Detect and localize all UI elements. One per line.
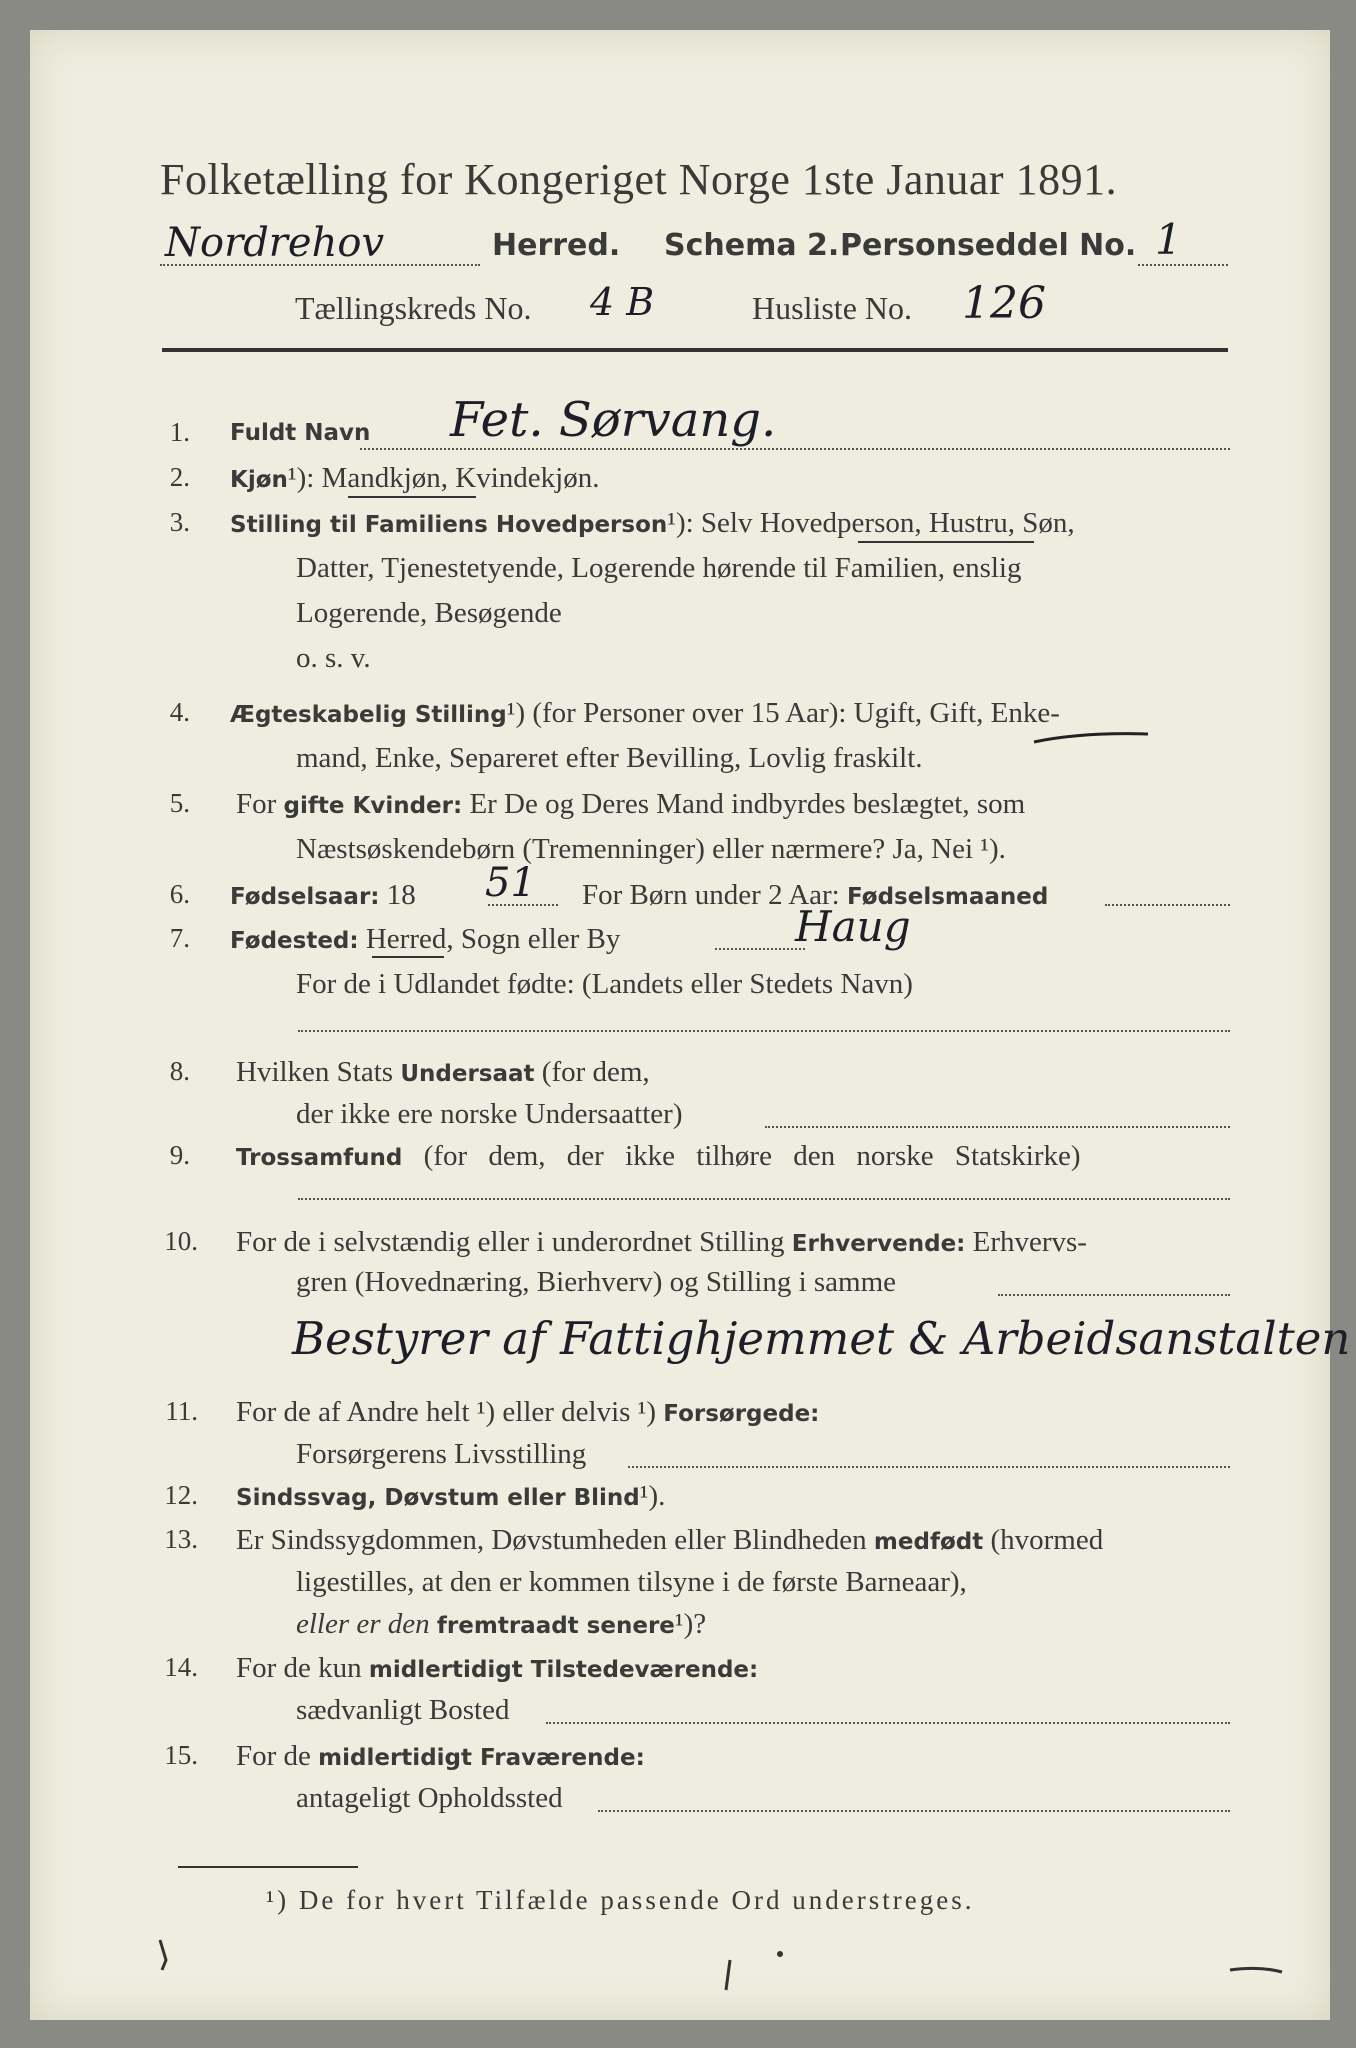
item-num: 5. bbox=[169, 788, 190, 818]
q8-text3: der ikke ere norske Undersaatter) bbox=[296, 1098, 683, 1130]
personseddel-label: Personseddel No. bbox=[840, 228, 1137, 263]
tellingskreds-handwritten: 4 B bbox=[590, 280, 655, 324]
q4-label: Ægteskabelig Stilling bbox=[230, 702, 507, 728]
q7-text1: Herred, Sogn eller By bbox=[365, 923, 621, 955]
item-num: 6. bbox=[169, 879, 190, 909]
q6-year-prefix: 18 bbox=[386, 879, 416, 911]
q14-prefix: For de kun bbox=[236, 1652, 362, 1684]
q12-text: ¹). bbox=[639, 1480, 666, 1512]
q13-line3 bbox=[296, 1608, 706, 1641]
q12-line bbox=[236, 1480, 665, 1513]
q11-label: Forsørgede: bbox=[663, 1401, 820, 1427]
item-num: 15. bbox=[164, 1740, 198, 1770]
q10-text2: Erhvervs- bbox=[972, 1226, 1087, 1258]
q6-line bbox=[230, 879, 416, 912]
q13-line1 bbox=[236, 1524, 1103, 1557]
q14-text2: sædvanligt Bosted bbox=[296, 1694, 510, 1726]
gift-underline-mark bbox=[1032, 728, 1152, 748]
item-num: 9. bbox=[169, 1140, 190, 1170]
q10-label: Erhvervende: bbox=[791, 1231, 966, 1257]
q11-line1 bbox=[236, 1396, 819, 1429]
item-num: 12. bbox=[164, 1480, 198, 1510]
q14-line1 bbox=[236, 1652, 758, 1685]
q7-label: Fødested: bbox=[230, 928, 359, 954]
q1-answer-handwritten: Fet. Sørvang. bbox=[450, 392, 777, 448]
q13-label: medfødt bbox=[873, 1529, 984, 1555]
q7-text2: For de i Udlandet fødte: (Landets eller Stedets Navn) bbox=[296, 968, 913, 1000]
herred-label: Herred. bbox=[492, 228, 621, 263]
stray-pen-marks bbox=[150, 1930, 1290, 2010]
q7-answer-handwritten: Haug bbox=[795, 902, 911, 951]
q6-year-handwritten: 51 bbox=[485, 860, 536, 906]
q1-label: Fuldt Navn bbox=[230, 420, 371, 446]
q9-text: (for dem, der ikke tilhøre den norske Statskirke) bbox=[423, 1140, 1081, 1172]
item-num: 3. bbox=[169, 507, 190, 537]
q15-line1 bbox=[236, 1740, 645, 1773]
q15-label: midlertidigt Fraværende: bbox=[318, 1745, 645, 1771]
q13-label2: fremtraadt senere bbox=[436, 1613, 675, 1639]
q5-text2: Næstsøskendebørn (Tremenninger) eller nærmere? Ja, Nei ¹). bbox=[296, 833, 1006, 865]
q4-text1: ¹) (for Personer over 15 Aar): Ugift, Gift, Enke- bbox=[506, 697, 1060, 729]
q13-text4b: ¹)? bbox=[674, 1608, 707, 1640]
q5-text1: Er De og Deres Mand indbyrdes beslægtet, som bbox=[469, 788, 1026, 820]
q13-text2: (hvormed bbox=[990, 1524, 1104, 1556]
q11-text1: For de af Andre helt ¹) eller delvis ¹) bbox=[236, 1396, 657, 1428]
husliste-handwritten: 126 bbox=[962, 278, 1046, 329]
q4-line1 bbox=[230, 697, 1060, 730]
q3-text1: ¹): Selv Hovedperson, Hustru, Søn, bbox=[667, 507, 1075, 539]
q3-line1 bbox=[230, 507, 1075, 540]
q5-line1 bbox=[236, 788, 1025, 821]
q3-label: Stilling til Familiens Hovedperson bbox=[230, 512, 668, 538]
q10-answer-handwritten: Bestyrer af Fattighjemmet & Arbeidsanstalten bbox=[292, 1312, 1351, 1365]
item-num: 13. bbox=[164, 1524, 198, 1554]
q15-prefix: For de bbox=[236, 1740, 311, 1772]
q13-text4a: eller er den bbox=[296, 1608, 430, 1640]
footnote: ¹) De for hvert Tilfælde passende Ord understreges. bbox=[266, 1885, 975, 1915]
q3-text4: o. s. v. bbox=[296, 642, 371, 674]
q2-label: Kjøn bbox=[230, 467, 288, 493]
q14-label: midlertidigt Tilstedeværende: bbox=[368, 1657, 759, 1683]
personseddel-handwritten: 1 bbox=[1155, 215, 1182, 264]
tellingskreds-label: Tællingskreds No. bbox=[295, 290, 532, 326]
q7-line1 bbox=[230, 923, 620, 956]
q10-line1 bbox=[236, 1226, 1087, 1259]
q6-label2: Fødselsmaaned bbox=[847, 884, 1049, 910]
q10-text1: For de i selvstændig eller i underordnet Stilling bbox=[236, 1226, 785, 1258]
q8-label: Undersaat bbox=[400, 1061, 535, 1087]
q13-text1: Er Sindssygdommen, Døvstumheden eller Blindheden bbox=[236, 1524, 867, 1556]
q8-line1 bbox=[236, 1056, 650, 1089]
husliste-label: Husliste No. bbox=[752, 290, 912, 326]
herred-handwritten: Nordrehov bbox=[165, 220, 385, 266]
q2-line bbox=[230, 462, 599, 495]
q15-text2: antageligt Opholdssted bbox=[296, 1782, 563, 1814]
q9-line bbox=[236, 1140, 1081, 1173]
schema-label: Schema 2. bbox=[664, 228, 840, 263]
q9-label: Trossamfund bbox=[236, 1145, 403, 1171]
census-form-sheet bbox=[30, 30, 1351, 2020]
item-num: 14. bbox=[164, 1652, 198, 1682]
q8-text1: Hvilken Stats bbox=[236, 1056, 394, 1088]
q13-text3: ligestilles, at den er kommen tilsyne i de første Barneaar), bbox=[296, 1566, 967, 1598]
item-num: 2. bbox=[169, 462, 190, 492]
q8-text2: (for dem, bbox=[541, 1056, 650, 1088]
q11-text2: Forsørgerens Livsstilling bbox=[296, 1438, 587, 1470]
q6-text: For Børn under 2 Aar: bbox=[582, 879, 840, 911]
q5-label: gifte Kvinder: bbox=[283, 793, 463, 819]
q6-label: Fødselsaar: bbox=[230, 884, 380, 910]
q12-label: Sindssvag, Døvstum eller Blind bbox=[236, 1485, 640, 1511]
item-num: 7. bbox=[169, 923, 190, 953]
q4-text2: mand, Enke, Separeret efter Bevilling, Lovlig fraskilt. bbox=[296, 742, 923, 774]
q5-prefix: For bbox=[236, 788, 277, 820]
q2-text: ¹): Mandkjøn, Kvindekjøn. bbox=[287, 462, 600, 494]
item-num: 1. bbox=[169, 417, 190, 447]
item-num: 8. bbox=[169, 1056, 190, 1086]
item-num: 4. bbox=[169, 697, 190, 727]
q3-text2: Datter, Tjenestetyende, Logerende hørende til Familien, enslig bbox=[296, 552, 1022, 584]
form-title: Folketælling for Kongeriget Norge 1ste Januar 1891. bbox=[160, 155, 1118, 204]
item-num: 10. bbox=[164, 1226, 198, 1256]
q10-text3: gren (Hovednæring, Bierhverv) og Stilling i samme bbox=[296, 1266, 897, 1298]
item-num: 11. bbox=[165, 1396, 198, 1426]
q3-text3: Logerende, Besøgende bbox=[296, 597, 562, 629]
